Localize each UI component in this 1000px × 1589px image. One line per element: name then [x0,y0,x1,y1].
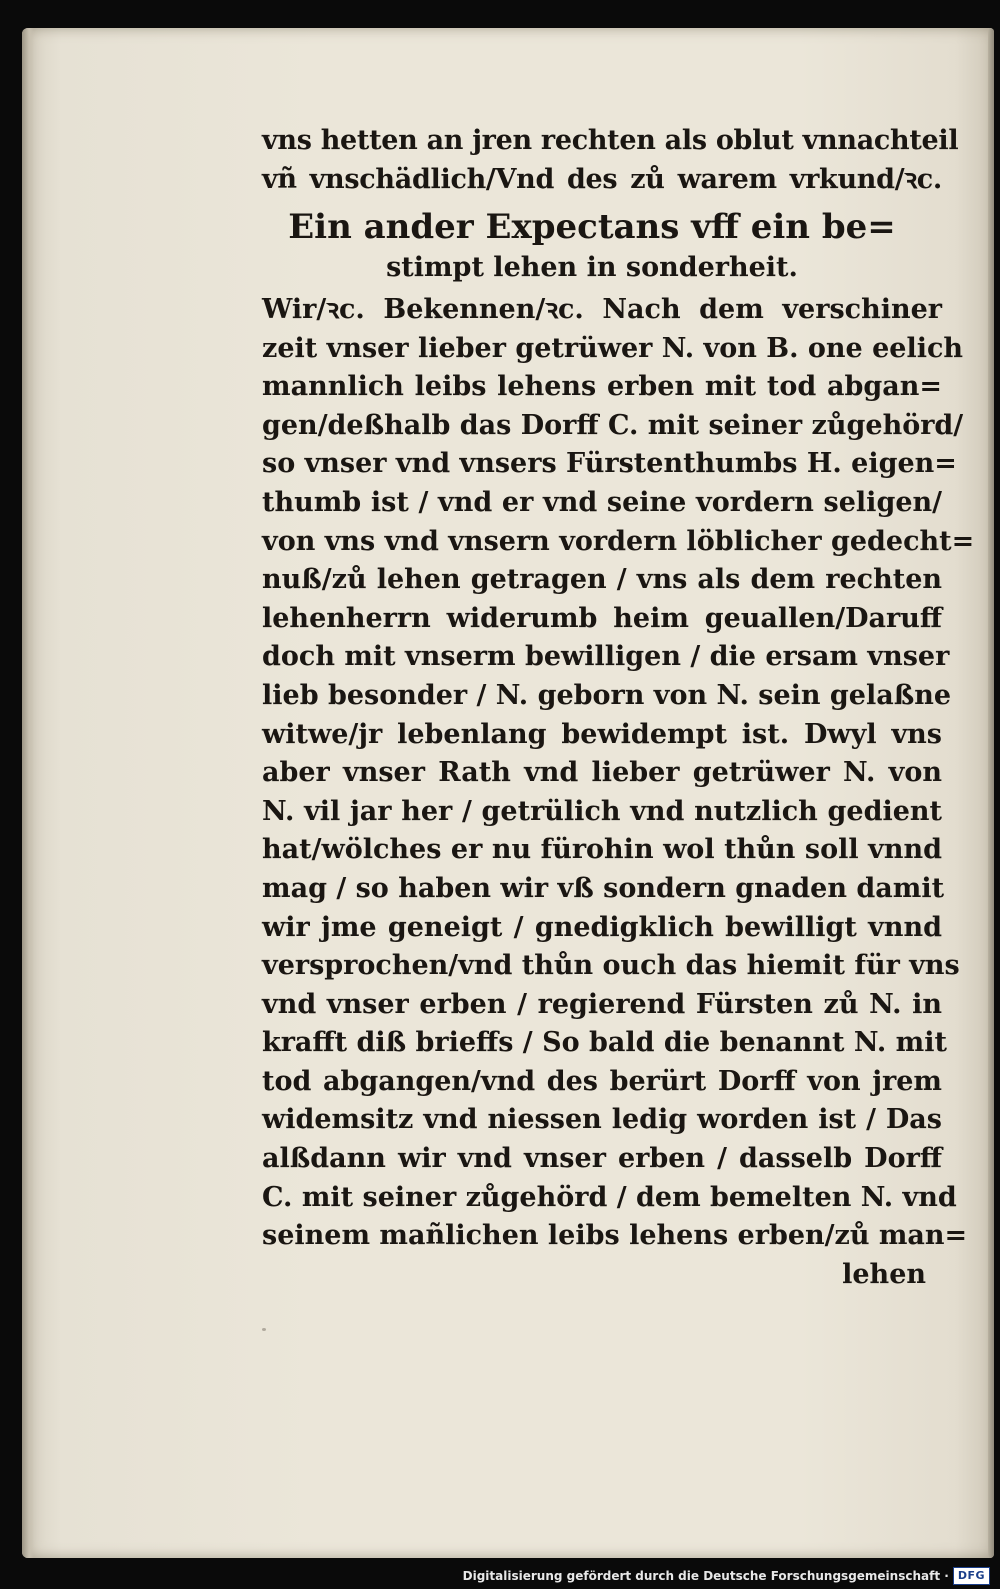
text-line: widemsitz vnd niessen ledig worden ist / Das [262,1104,942,1136]
page-fore-edge [988,28,994,1558]
text-line: witwe/jr lebenlang bewidempt ist. Dwyl vns [262,718,942,750]
text-line: zeit vnser lieber getrüwer N. von B. one eelich [262,332,964,364]
book-page [22,28,994,1558]
section-subheading: stimpt lehen in sonderheit. [386,252,798,283]
text-line: aber vnser Rath vnd lieber getrüwer N. von [262,757,942,789]
text-line: lieb besonder / N. geborn von N. sein gelaßne [262,679,952,711]
text-line: gen/deßhalb das Dorff C. mit seiner zůgehörd/ [262,409,964,441]
paper-speck [262,1328,266,1331]
text-line: tod abgangen/vnd des berürt Dorff von jrem [262,1065,942,1097]
text-line: nuß/zů lehen getragen / vns als dem rechten [262,564,942,596]
text-block [262,122,975,1294]
text-line: wir jme geneigt / gnedigklich bewilligt vnnd [262,911,942,943]
text-line: C. mit seiner zůgehörd / dem bemelten N. vnd [262,1181,957,1213]
text-line: N. vil jar her / getrülich vnd nutzlich gedient [262,795,942,827]
digitization-credit [463,1566,990,1586]
text-line: mannlich leibs lehens erben mit tod abgan= [262,371,942,403]
text-line: mag / so haben wir vß sondern gnaden damit [262,872,945,904]
catchword: lehen [842,1258,926,1290]
text-line: so vnser vnd vnsers Fürstenthumbs H. eigen= [262,448,957,480]
text-line: hat/wölches er nu fürohin wol thůn soll vnnd [262,834,942,866]
text-line: Wir/ꝛc. Bekennen/ꝛc. Nach dem verschiner [262,294,942,325]
text-line: alßdann wir vnd vnser erben / dasselb Dorff [262,1143,942,1175]
page-gutter-shadow [22,28,34,1558]
text-line: doch mit vnserm bewilligen / die ersam vnser [262,641,950,673]
section-heading: Ein ander Expectans vff ein be= [288,207,896,247]
text-line: seinem mañlichen leibs lehens erben/zů man= [262,1220,968,1252]
text-line: lehenherrn widerumb heim geuallen/Daruff [262,602,942,634]
text-line: thumb ist / vnd er vnd seine vordern seligen/ [262,486,942,518]
text-line: vns hetten an jren rechten als oblut vnnachteil [262,125,959,156]
text-line: versprochen/vnd thůn ouch das hiemit für vns [262,950,960,982]
text-line: krafft diß brieffs / So bald die benannt N. mit [262,1027,947,1059]
text-line: vñ vnschädlich/Vnd des zů warem vrkund/ꝛc. [262,163,942,195]
credit-text: Digitalisierung gefördert durch die Deutsche Forschungsgemeinschaft · [462,1569,949,1583]
text-line: von vns vnd vnsern vordern löblicher gedecht= [262,525,975,557]
text-line: vnd vnser erben / regierend Fürsten zů N. in [262,988,942,1020]
dfg-logo: DFG [953,1567,990,1585]
